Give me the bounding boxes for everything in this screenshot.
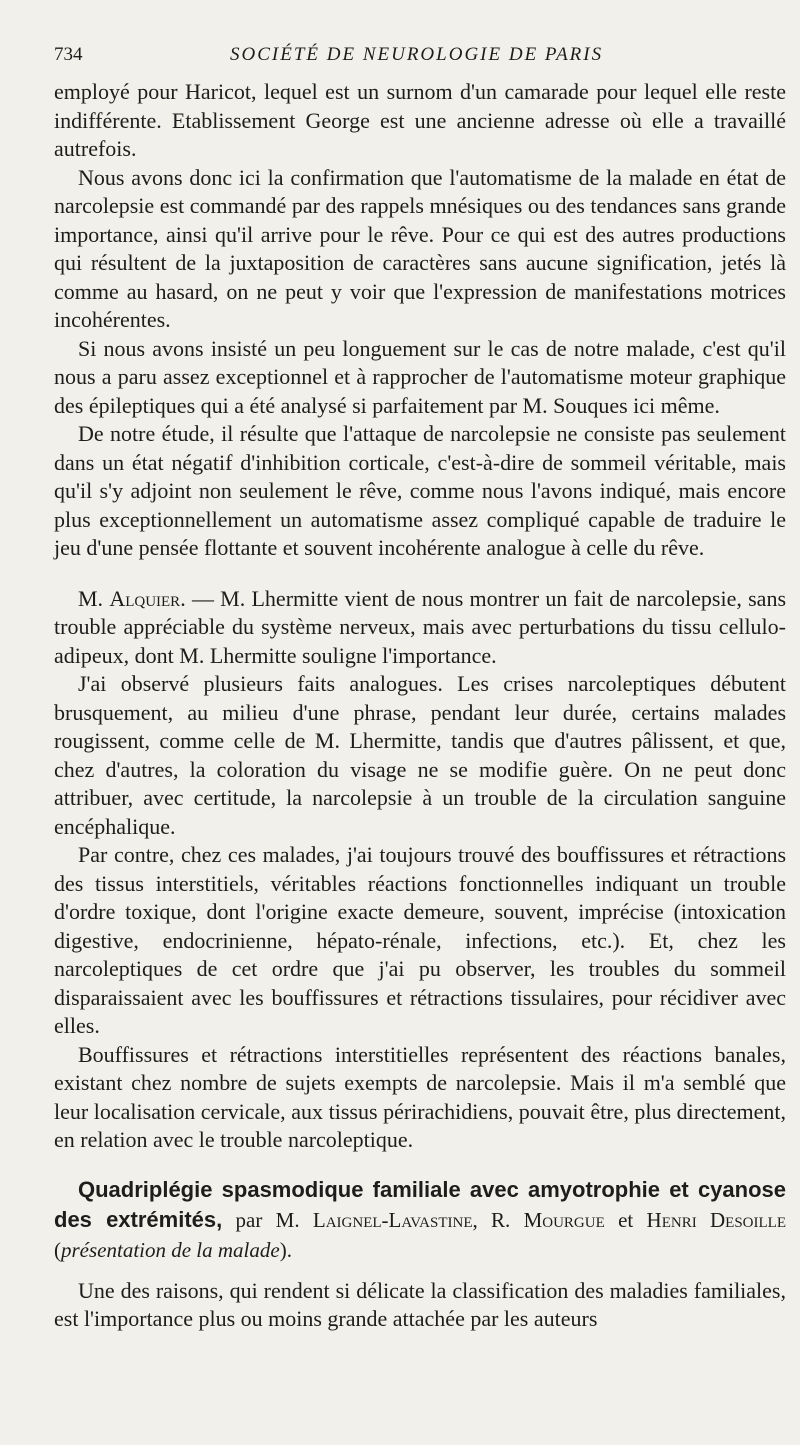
section-by: par M. bbox=[222, 1207, 313, 1232]
page-number: 734 bbox=[54, 44, 83, 65]
author-name: Laignel-Lavastine bbox=[312, 1207, 473, 1232]
speaker-name: Alquier bbox=[109, 585, 181, 611]
note-close: ). bbox=[279, 1237, 292, 1262]
page-header bbox=[54, 44, 786, 78]
section-spacer bbox=[54, 1155, 786, 1175]
section-spacer bbox=[54, 1265, 786, 1277]
author-separator: et bbox=[604, 1207, 647, 1232]
section-title: Quadriplégie spasmodique familiale avec amyotrophie et cyanose des extrémités, bbox=[54, 1176, 786, 1232]
paragraph: De notre étude, il résulte que l'attaque de narcolepsie ne consiste pas seulement dans un état négatif d'inhibition corticale, c'est-à-dire de sommeil véritable, mais qu'il s'y adjoint non seulement le rêve, comme nous l'avons indiqué, mais encore plus exceptionnellement un automatisme assez compliqué capable de traduire le jeu d'une pensée flottante et souvent incohérente analogue à celle du rêve. bbox=[54, 421, 786, 560]
discussion-paragraph bbox=[54, 585, 786, 671]
author-separator: , R. bbox=[472, 1207, 524, 1232]
paragraph: employé pour Haricot, lequel est un surnom d'un camarade pour lequel elle reste indifférente. Etablissement George est une ancienne adresse où elle a travaillé autrefois. bbox=[54, 79, 786, 161]
presentation-note: présentation de la malade bbox=[61, 1237, 280, 1262]
speaker-prefix: M. bbox=[78, 585, 110, 611]
paragraph: Si nous avons insisté un peu longuement sur le cas de notre malade, c'est qu'il nous a paru assez exceptionnel et à rapprocher de l'automatisme moteur graphique des épileptiques qui a été analysé si parfaitement par M. Souques ici même. bbox=[54, 335, 786, 418]
running-head: SOCIÉTÉ DE NEUROLOGIE DE PARIS bbox=[230, 44, 604, 65]
author-name: Henri Desoille bbox=[646, 1207, 786, 1232]
section-heading bbox=[54, 1175, 786, 1265]
note-open: ( bbox=[54, 1237, 61, 1262]
paragraph: Une des raisons, qui rendent si délicate la classification des maladies familiales, est l'importance plus ou moins grande attachée par les auteurs bbox=[54, 1277, 786, 1331]
author-name: Mourgue bbox=[523, 1207, 605, 1232]
paragraph: J'ai observé plusieurs faits analogues. Les crises narcoleptiques débutent brusquement, au milieu d'une phrase, pendant leur durée, certains malades rougissent, comme celle de M. Lhermitte, tandis que d'autres pâlissent, et que, chez d'autres, la coloration du visage ne se modifie guère. On ne peut donc attribuer, avec certitude, la narcolepsie à un trouble de la circulation sanguine encéphalique. bbox=[54, 671, 786, 839]
paragraph: Nous avons donc ici la confirmation que l'automatisme de la malade en état de narcolepsie est commandé par des rappels mnésiques ou des tendances sans grande importance, ainsi qu'il arrive pour le rêve. Pour ce qui est des autres productions qui résultent de la juxtaposition de caractères sans aucune signification, jetés là comme au hasard, on ne peut y voir que l'expression de manifestations motrices incohérentes. bbox=[54, 164, 786, 332]
paragraph: Bouffissures et rétractions interstitielles représentent des réactions banales, existant chez nombre de sujets exempts de narcolepsie. Mais il m'a semblé que leur localisation cervicale, aux tissus périrachidiens, pouvait être, plus directement, en relation avec le trouble narcoleptique. bbox=[54, 1041, 786, 1152]
speaker-remark: . — M. Lhermitte vient de nous montrer un fait de narcolepsie, sans trouble appréciable du système nerveux, mais avec perturbations du tissu cellulo-adipeux, dont M. Lhermitte souligne l'importance. bbox=[54, 585, 787, 668]
paragraph: Par contre, chez ces malades, j'ai toujours trouvé des bouffissures et rétractions des tissus interstitiels, véritables réactions fonctionnelles indiquant un trouble d'ordre toxique, dont l'origine exacte demeure, souvent, imprécise (intoxication digestive, endocrinienne, hépato-rénale, infections, etc.). Et, chez les narcoleptiques de cet ordre que j'ai pu observer, les troubles du sommeil disparaissaient avec les bouffissures et rétractions tissulaires, pour récidiver avec elles. bbox=[54, 842, 786, 1038]
section-spacer bbox=[54, 563, 786, 585]
body-text bbox=[54, 78, 786, 1334]
